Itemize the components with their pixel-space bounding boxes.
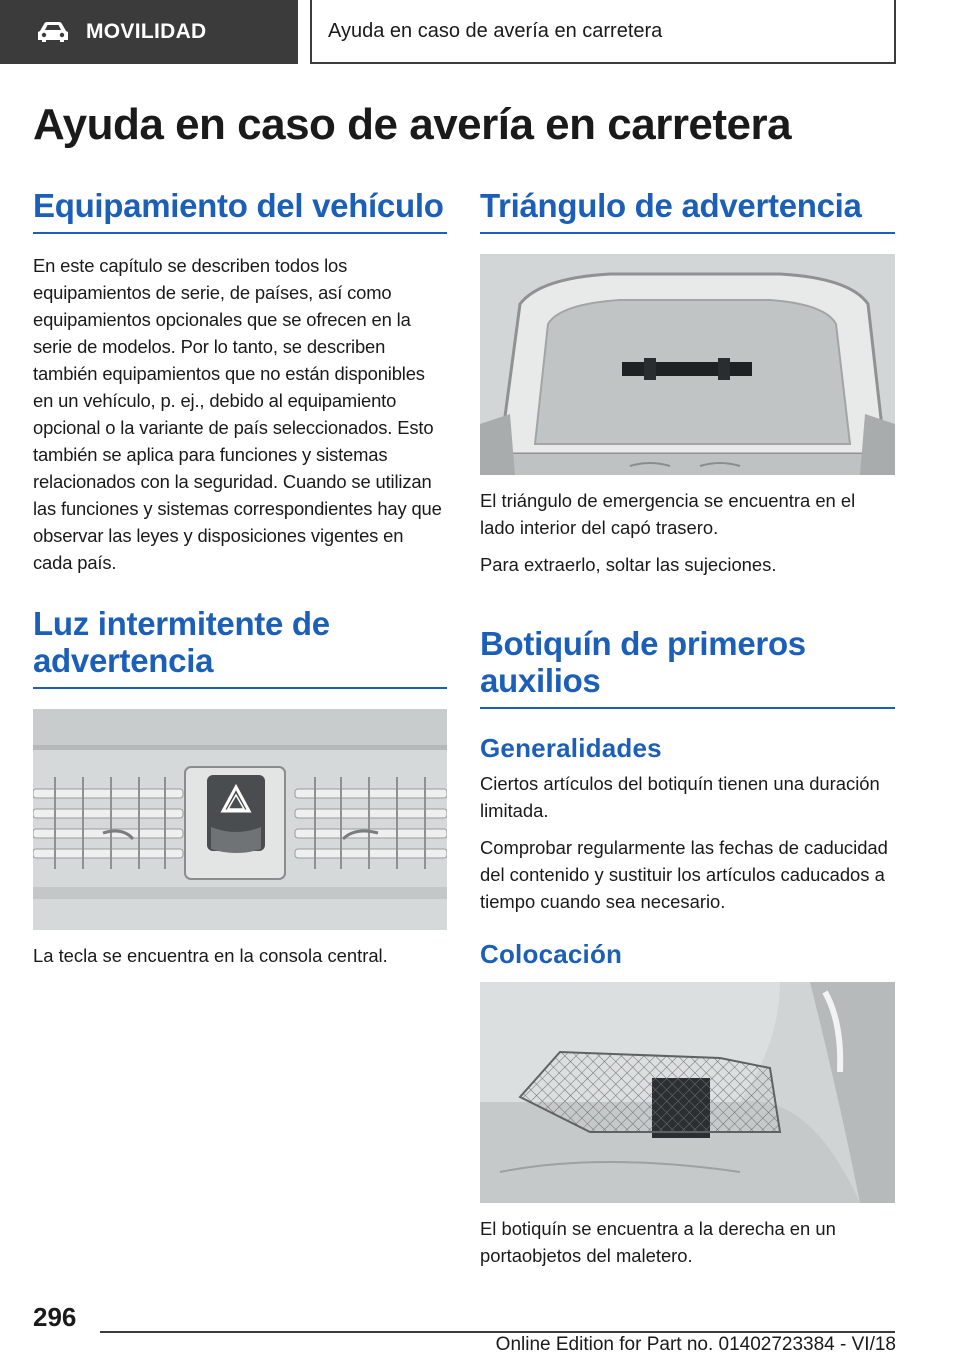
header-section-tab <box>0 0 298 64</box>
header-chapter-title: Ayuda en caso de avería en carretera <box>310 0 896 64</box>
firstaid-heading: Botiquín de primeros auxilios <box>480 626 895 709</box>
general-text-2: Comprobar regularmente las fechas de caducidad del contenido y sustituir los artículos caducados a tiempo cuando sea necesario. <box>480 836 888 912</box>
hazard-caption: La tecla se encuentra en la consola central. <box>33 944 388 966</box>
hazard-button-figure <box>33 709 447 930</box>
hazard-heading: Luz intermitente de advertencia <box>33 606 447 689</box>
equipment-text: En este capítulo se describen todos los equipamientos de serie, de países, así como equipamientos opcionales que se ofrecen en la serie de modelos. Por lo tanto, se describen también equipamientos que no están disponibles en un vehículo, p. ej., debido al equipamiento opcional o la variante de país seleccionados. Esto también se aplica para funciones y sistemas relacionados con la seguridad. Cuando se utilizan las funciones y sistemas correspondientes hay que observar las leyes y disposiciones vigentes en cada país. <box>33 255 442 574</box>
triangle-heading: Triángulo de advertencia <box>480 188 895 234</box>
trunk-net-figure <box>480 982 895 1203</box>
left-column <box>33 188 447 969</box>
triangle-text-2: Para extraerlo, soltar las sujeciones. <box>480 554 777 576</box>
general-text-1: Ciertos artículos del botiquín tienen una duración limitada. <box>480 772 880 821</box>
header-section-label: MOVILIDAD <box>86 20 207 43</box>
right-column <box>480 188 895 1269</box>
placement-heading: Colocación <box>480 938 623 969</box>
page-title: Ayuda en caso de avería en carretera <box>33 100 792 149</box>
edition-note: Online Edition for Part no. 01402723384 - VI/18 <box>495 1334 896 1355</box>
triangle-text-1: El triángulo de emergencia se encuentra en el lado interior del capó trasero. <box>480 490 856 539</box>
car-icon <box>36 21 70 43</box>
footer-rule <box>100 1331 895 1333</box>
placement-caption: El botiquín se encuentra a la derecha en un portaobjetos del maletero. <box>480 1217 836 1266</box>
general-heading: Generalidades <box>480 732 662 763</box>
page-number: 296 <box>33 1302 77 1332</box>
equipment-heading: Equipamiento del vehículo <box>33 188 447 234</box>
trunk-lid-figure <box>480 254 895 475</box>
